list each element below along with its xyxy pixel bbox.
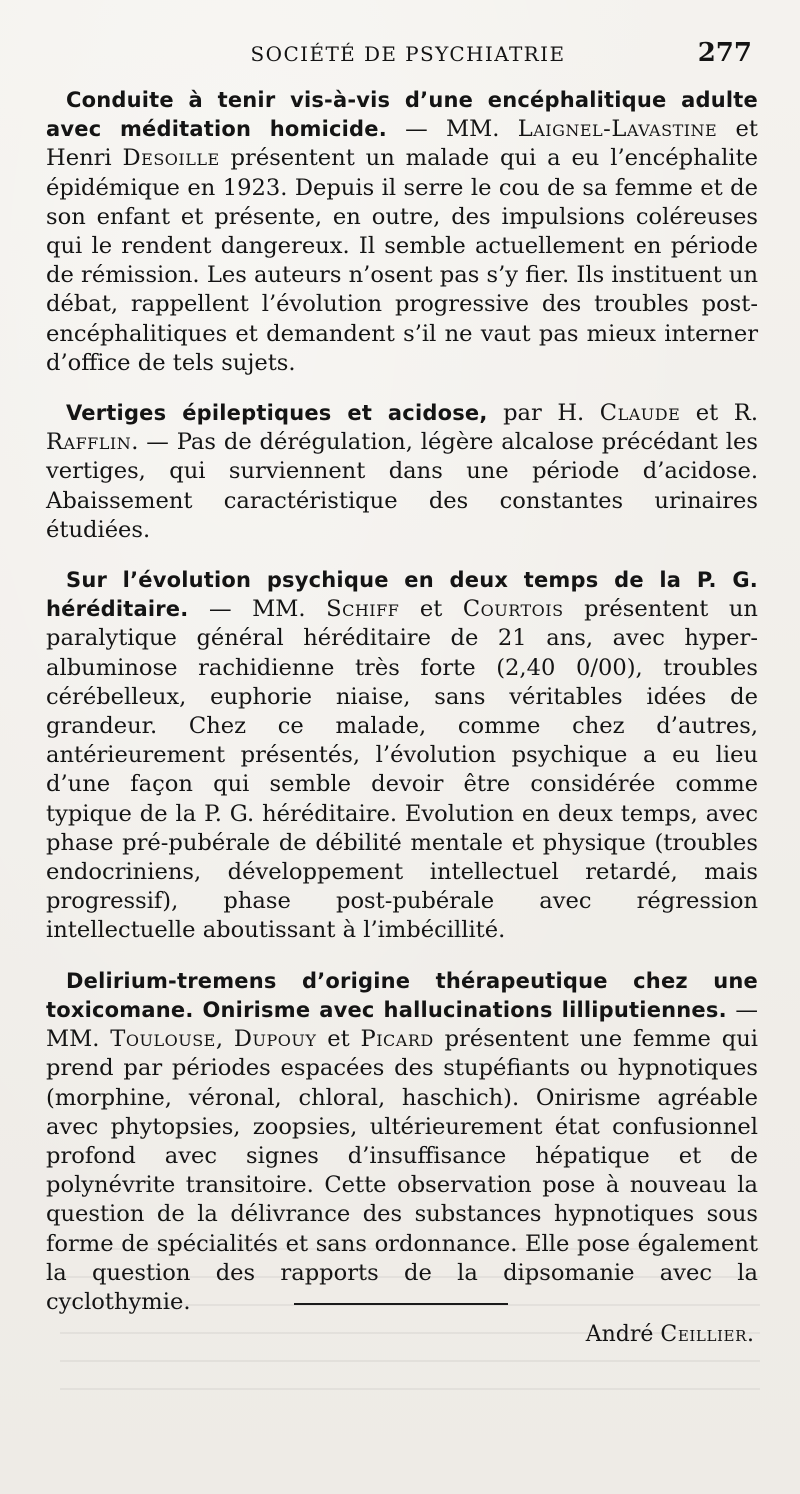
author-name: Toulouse <box>110 1026 216 1053</box>
authors-prefix: par H. <box>487 400 600 427</box>
dash: — <box>386 116 446 143</box>
author-name: Rafflin <box>46 429 132 456</box>
entry-title: Delirium-tremens d’origine thérapeutique chez une toxicomane. Onirisme avec hallucinations lilliputiennes. <box>46 968 758 1022</box>
entry-text: présentent un malade qui a eu l’encéphalite épidémique en 1923. Depuis il serre le cou de sa femme et de son enfant et présente, en outre, des impulsions coléreuses qui le rendent dangereux. Il semble actuellement en période de rémission. Les auteurs n’osent pas s’y fier. Ils instituent un débat, rappellent l’évolution progressive des troubles post-encéphalitiques et demandent s’il ne vaut pas mieux interner d’office de tels sujets. <box>46 145 758 376</box>
authors-prefix: MM. <box>446 116 518 143</box>
body-text <box>46 86 758 1371</box>
entry-title: Vertiges épileptiques et acidose, <box>66 401 488 426</box>
author-name: Schiff <box>326 596 400 623</box>
authors-prefix: MM. <box>252 596 327 623</box>
authors-prefix: MM. <box>46 1026 111 1053</box>
running-title: SOCIÉTÉ DE PSYCHIATRIE <box>250 42 566 66</box>
signature-first-name: André <box>585 1322 661 1348</box>
dash: — <box>726 996 759 1023</box>
author-join: et <box>399 596 463 623</box>
entry-vertiges <box>46 399 758 545</box>
entry-text: Pas de dérégulation, légère alcalose précédant les vertiges, qui surviennent dans une période d’acidose. Abaissement caractéristique des constantes urinaires étudiées. <box>46 429 759 543</box>
entry-title: Conduite à tenir vis-à-vis d’une encéphalitique adulte avec méditation homicide. <box>46 88 758 142</box>
signature-end: . <box>747 1322 754 1348</box>
entry-text: présentent un paralytique général héréditaire de 21 ans, avec hyper-albuminose rachidienne très forte (2,40 0/00), troubles cérébelleux, euphorie niaise, sans véritables idées de grandeur. Chez ce malade, comme chez d’autres, antérieurement présentés, l’évolution psychique a eu lieu d’une façon qui semble devoir être considérée comme typique de la P. G. héréditaire. Evolution en deux temps, avec phase pré-pubérale de débilité mentale et physique (troubles endocriniens, développement intellectuel retardé, mais progressif), phase post-pubérale avec régression intellectuelle aboutissant à l’imbécillité. <box>46 596 758 944</box>
section-end-rule <box>294 1303 508 1305</box>
author-name: Courtois <box>462 596 564 623</box>
entry-encephalitique <box>46 86 758 378</box>
entry-title: Sur l’évolution psychique en deux temps de la P. G. héréditaire. <box>46 568 758 622</box>
running-head <box>48 40 752 70</box>
author-join: , <box>215 1026 234 1053</box>
author-name: Laignel-Lavastine <box>517 116 718 143</box>
entry-text: présentent une femme qui prend par périodes espacées des stupéfiants ou hypnotiques (morphine, véronal, chloral, haschich). Onirisme agréable avec phytopsies, zoopsies, ultérieurement état confusionnel profond avec signes d’insuffisance hépatique et de polynévrite transitoire. Cette observation pose à nouveau la question de la délivrance des substances hypnotiques sous forme de spécialités et sans ordonnance. Elle pose également la question des rapports de la dipsomanie avec la cyclothymie. <box>46 1026 758 1315</box>
author-join: et <box>316 1026 361 1053</box>
signature-last-name: Ceillier <box>660 1322 747 1348</box>
signature <box>46 1320 758 1349</box>
entry-delirium-tremens <box>46 967 758 1317</box>
entry-evolution-psychique <box>46 566 758 946</box>
author-name: Dupouy <box>233 1026 317 1053</box>
dash: . — <box>131 429 177 456</box>
author-join: et R. <box>680 400 758 427</box>
author-name: Claude <box>599 400 681 427</box>
author-name: Picard <box>360 1026 434 1053</box>
page-number: 277 <box>697 38 752 68</box>
author-join: et Henri <box>46 116 758 172</box>
author-name: Desoille <box>122 145 220 172</box>
dash: — <box>188 596 253 623</box>
